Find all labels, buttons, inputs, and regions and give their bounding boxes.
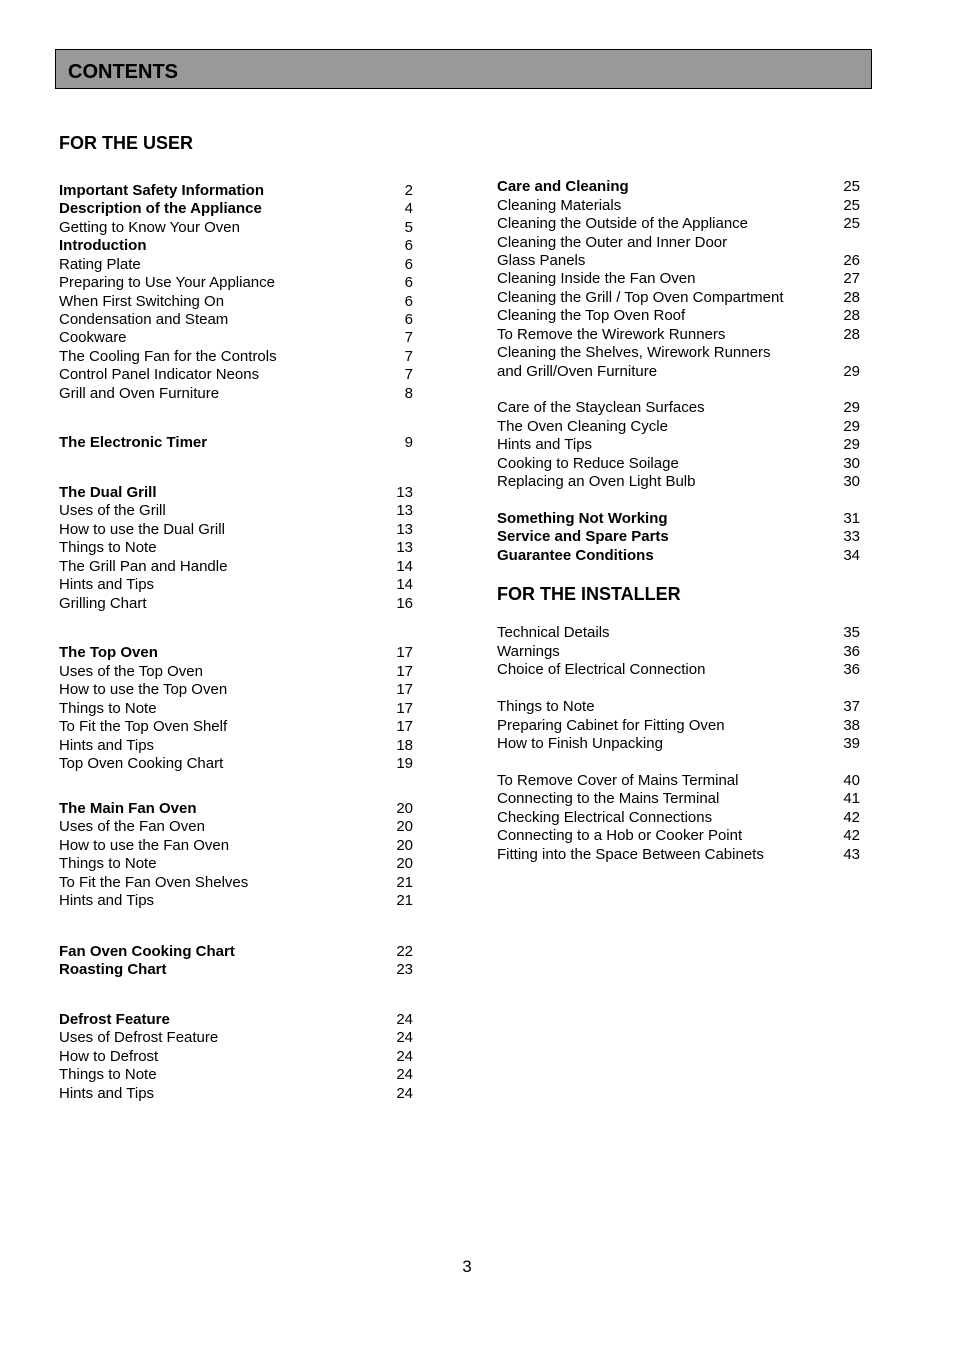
toc-entry-page: 42 [843,809,860,826]
toc-entry-page: 21 [396,874,413,891]
toc-entry-title: The Top Oven [59,644,158,661]
toc-entry-title: Grilling Chart [59,595,147,612]
toc-entry-page: 6 [404,256,413,273]
toc-entry-page: 35 [843,624,860,641]
toc-entry-title: Fan Oven Cooking Chart [59,943,235,960]
toc-entry-page: 36 [843,643,860,660]
toc-entry-title: Roasting Chart [59,961,167,978]
toc-entry-title: Technical Details [497,624,610,641]
toc-entry-page: 26 [843,252,860,269]
toc-entry-page: 6 [404,293,413,310]
toc-entry-title: To Fit the Fan Oven Shelves [59,874,249,891]
toc-entry-title: Grill and Oven Furniture [59,385,220,402]
toc-entry-title: How to use the Fan Oven [59,837,230,854]
toc-entry-page: 24 [396,1085,413,1102]
toc-entry-title: To Fit the Top Oven Shelf [59,718,228,735]
toc-entry-title: Things to Note [497,698,595,715]
toc-entry-title: How to Defrost [59,1048,159,1065]
toc-entry-title: Cleaning Inside the Fan Oven [497,270,696,287]
toc-entry-title: Rating Plate [59,256,141,273]
toc-entry-title: Cleaning the Grill / Top Oven Compartment [497,289,784,306]
toc-entry-title: Cleaning Materials [497,197,622,214]
toc-entry-title: Hints and Tips [59,576,155,593]
toc-entry-title: How to use the Top Oven [59,681,228,698]
toc-entry-page: 29 [843,363,860,380]
toc-entry-title: Service and Spare Parts [497,528,669,545]
toc-entry-title: To Remove Cover of Mains Terminal [497,772,739,789]
toc-entry-page: 37 [843,698,860,715]
toc-entry-title: Defrost Feature [59,1011,170,1028]
toc-entry-page: 39 [843,735,860,752]
toc-entry-page: 24 [396,1011,413,1028]
toc-entry-page: 6 [404,237,413,254]
toc-entry-page: 25 [843,215,860,232]
toc-entry-title: Uses of the Fan Oven [59,818,205,835]
toc-entry-title: Condensation and Steam [59,311,229,328]
toc-entry-title: Description of the Appliance [59,200,262,217]
page-number: 3 [462,1257,472,1276]
toc-entry-page: 17 [396,718,413,735]
toc-entry-page: 20 [396,855,413,872]
toc-entry-title: Hints and Tips [59,737,155,754]
toc-entry-title: When First Switching On [59,293,225,310]
toc-entry-title: Choice of Electrical Connection [497,661,706,678]
toc-entry-page: 28 [843,326,860,343]
toc-entry-title: Introduction [59,237,147,254]
toc-entry-title: To Remove the Wirework Runners [497,326,726,343]
toc-entry-page: 7 [404,366,413,383]
toc-entry-title: Top Oven Cooking Chart [59,755,224,772]
toc-entry-page: 31 [843,510,860,527]
toc-entry-title: Replacing an Oven Light Bulb [497,473,696,490]
toc-entry-page: 24 [396,1029,413,1046]
toc-entry-page: 14 [396,558,413,575]
toc-entry-page: 6 [404,311,413,328]
toc-entry-title: and Grill/Oven Furniture [497,363,658,380]
toc-entry-page: 38 [843,717,860,734]
toc-entry-page: 24 [396,1048,413,1065]
toc-entry-page: 28 [843,289,860,306]
toc-entry-page: 4 [404,200,413,217]
toc-entry-page: 13 [396,502,413,519]
toc-entry-title: Cleaning the Top Oven Roof [497,307,686,324]
toc-entry-title: Connecting to a Hob or Cooker Point [497,827,743,844]
toc-entry-page: 18 [396,737,413,754]
toc-entry-title: Care and Cleaning [497,178,629,195]
toc-entry-title: Cooking to Reduce Soilage [497,455,679,472]
toc-entry-title: Cleaning the Outer and Inner Door [497,234,728,251]
toc-entry-page: 9 [404,434,413,451]
toc-entry-page: 19 [396,755,413,772]
toc-entry-page: 13 [396,484,413,501]
toc-entry-title: Connecting to the Mains Terminal [497,790,720,807]
toc-entry-page: 29 [843,399,860,416]
toc-entry-page: 20 [396,837,413,854]
toc-entry-title: Uses of the Top Oven [59,663,203,680]
toc-entry-title: Preparing Cabinet for Fitting Oven [497,717,725,734]
toc-entry-title: Getting to Know Your Oven [59,219,240,236]
toc-entry-page: 20 [396,818,413,835]
toc-entry-page: 17 [396,681,413,698]
toc-entry-title: Things to Note [59,855,157,872]
toc-entry-title: Hints and Tips [59,892,155,909]
toc-entry-title: Control Panel Indicator Neons [59,366,260,383]
toc-entry-page: 30 [843,455,860,472]
toc-entry-page: 25 [843,197,860,214]
installer-section-heading: FOR THE INSTALLER [497,584,681,604]
toc-entry-page: 36 [843,661,860,678]
toc-entry-title: Cleaning the Shelves, Wirework Runners [497,344,771,361]
toc-entry-title: How to use the Dual Grill [59,521,225,538]
toc-entry-page: 5 [404,219,413,236]
toc-entry-page: 27 [843,270,860,287]
toc-entry-page: 7 [404,329,413,346]
toc-entry-page: 29 [843,418,860,435]
toc-entry-page: 40 [843,772,860,789]
toc-entry-title: Cleaning the Outside of the Appliance [497,215,749,232]
toc-entry-page: 41 [843,790,860,807]
toc-entry-title: Cookware [59,329,127,346]
toc-entry-page: 17 [396,644,413,661]
toc-entry-page: 28 [843,307,860,324]
toc-entry-page: 14 [396,576,413,593]
toc-entry-title: The Electronic Timer [59,434,208,451]
toc-entry-title: Glass Panels [497,252,586,269]
toc-entry-page: 34 [843,547,860,564]
toc-entry-title: Preparing to Use Your Appliance [59,274,275,291]
toc-entry-title: Uses of Defrost Feature [59,1029,219,1046]
toc-entry-title: The Dual Grill [59,484,157,501]
toc-entry-page: 43 [843,846,860,863]
toc-entry-title: Hints and Tips [497,436,593,453]
user-section-heading: FOR THE USER [59,133,194,153]
toc-entry-title: Guarantee Conditions [497,547,654,564]
toc-entry-page: 42 [843,827,860,844]
toc-entry-title: The Cooling Fan for the Controls [59,348,277,365]
toc-entry-page: 22 [396,943,413,960]
toc-entry-title: Checking Electrical Connections [497,809,713,826]
toc-entry-page: 2 [404,182,413,199]
toc-entry-page: 8 [404,385,413,402]
toc-entry-title: Uses of the Grill [59,502,166,519]
toc-entry-title: Warnings [497,643,560,660]
toc-entry-title: Care of the Stayclean Surfaces [497,399,705,416]
toc-entry-page: 6 [404,274,413,291]
toc-entry-page: 23 [396,961,413,978]
toc-entry-title: Fitting into the Space Between Cabinets [497,846,764,863]
toc-entry-page: 30 [843,473,860,490]
toc-entry-title: The Grill Pan and Handle [59,558,228,575]
toc-entry-page: 17 [396,663,413,680]
toc-entry-page: 29 [843,436,860,453]
toc-entry-page: 33 [843,528,860,545]
toc-entry-page: 24 [396,1066,413,1083]
toc-entry-page: 7 [404,348,413,365]
toc-entry-page: 25 [843,178,860,195]
toc-entry-page: 16 [396,595,413,612]
toc-entry-title: How to Finish Unpacking [497,735,663,752]
toc-entry-title: The Oven Cleaning Cycle [497,418,668,435]
contents-header-bar [55,49,872,89]
toc-entry-page: 21 [396,892,413,909]
toc-entry-page: 17 [396,700,413,717]
toc-entry-title: Things to Note [59,1066,157,1083]
toc-entry-title: Important Safety Information [59,182,265,199]
toc-entry-title: Things to Note [59,700,157,717]
page-title: CONTENTS [68,61,178,83]
toc-entry-page: 13 [396,521,413,538]
toc-entry-title: Something Not Working [497,510,668,527]
toc-entry-title: Things to Note [59,539,157,556]
toc-entry-page: 20 [396,800,413,817]
toc-entry-page: 13 [396,539,413,556]
toc-entry-title: The Main Fan Oven [59,800,197,817]
toc-entry-title: Hints and Tips [59,1085,155,1102]
